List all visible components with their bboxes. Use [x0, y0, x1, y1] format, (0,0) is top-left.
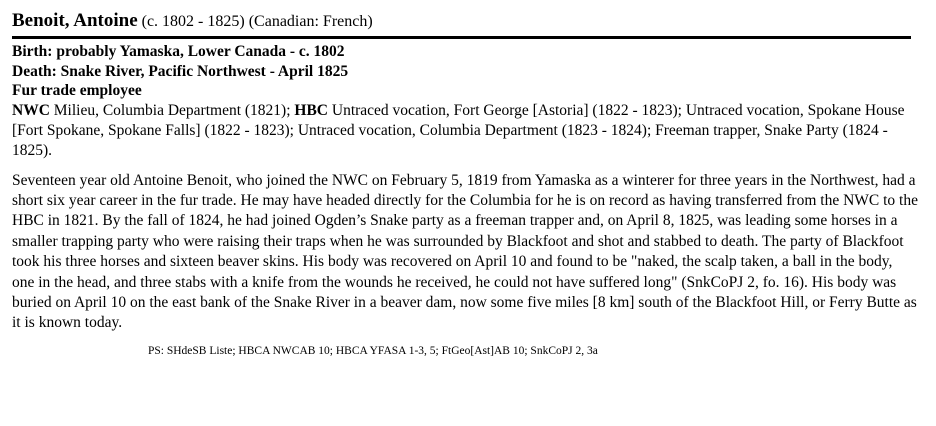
life-dates: (c. 1802 - 1825)	[141, 13, 245, 30]
hbc-label: HBC	[294, 101, 328, 119]
sources-line: PS: SHdeSB Liste; HBCA NWCAB 10; HBCA YFASA 1-3, 5; FtGeo[Ast]AB 10; SnkCoPJ 2, 3a	[148, 344, 598, 357]
affiliations	[12, 101, 918, 161]
header-rule	[12, 36, 911, 39]
occupation-line: Fur trade employee	[12, 82, 142, 99]
facts-block	[12, 42, 936, 101]
entry-header	[12, 10, 936, 33]
person-name: Benoit, Antoine	[12, 10, 138, 31]
nwc-label: NWC	[12, 101, 50, 119]
origin: (Canadian: French)	[248, 13, 373, 30]
biography-text: Seventeen year old Antoine Benoit, who joined the NWC on February 5, 1819 from Yamaska as a winterer for three years in the Northwest, had a short six year career in the fur trade. He may have headed directly for the Columbia for he is on record as having transferred from the NWC to the HBC in 1821. By the fall of 1824, he had joined Ogden’s Snake party as a freeman trapper and, on April 8, 1825, was leading some horses in a smaller trapping party who were raising their traps when he was surrounded by Blackfoot and shot and stabbed to death. The party of Blackfoot took his three horses and sixteen beaver skins. His body was recovered on April 10 and found to be "naked, the scalp taken, a ball in the body, one in the head, and three stabs with a knife from the wounds he received, he could not have suffered long" (SnkCoPJ 2, fo. 16). His body was buried on April 10 on the east bank of the Snake River in a beaver dam, now some five miles [8 km] south of the Blackfoot Hill, or Ferry Butte as it is known today.	[12, 171, 918, 332]
nwc-text: Milieu, Columbia Department (1821);	[49, 101, 295, 119]
birth-line: Birth: probably Yamaska, Lower Canada - c. 1802	[12, 43, 345, 60]
hbc-text: Untraced vocation, Fort George [Astoria] (1822 - 1823); Untraced vocation, Spokane House [Fort Spokane, Spokane Falls] (1822 - 1823); Untraced vocation, Columbia Department (1823 - 1824); Freeman trapper, Snake Party (1824 - 1825).	[12, 101, 905, 159]
death-line: Death: Snake River, Pacific Northwest - April 1825	[12, 62, 349, 80]
